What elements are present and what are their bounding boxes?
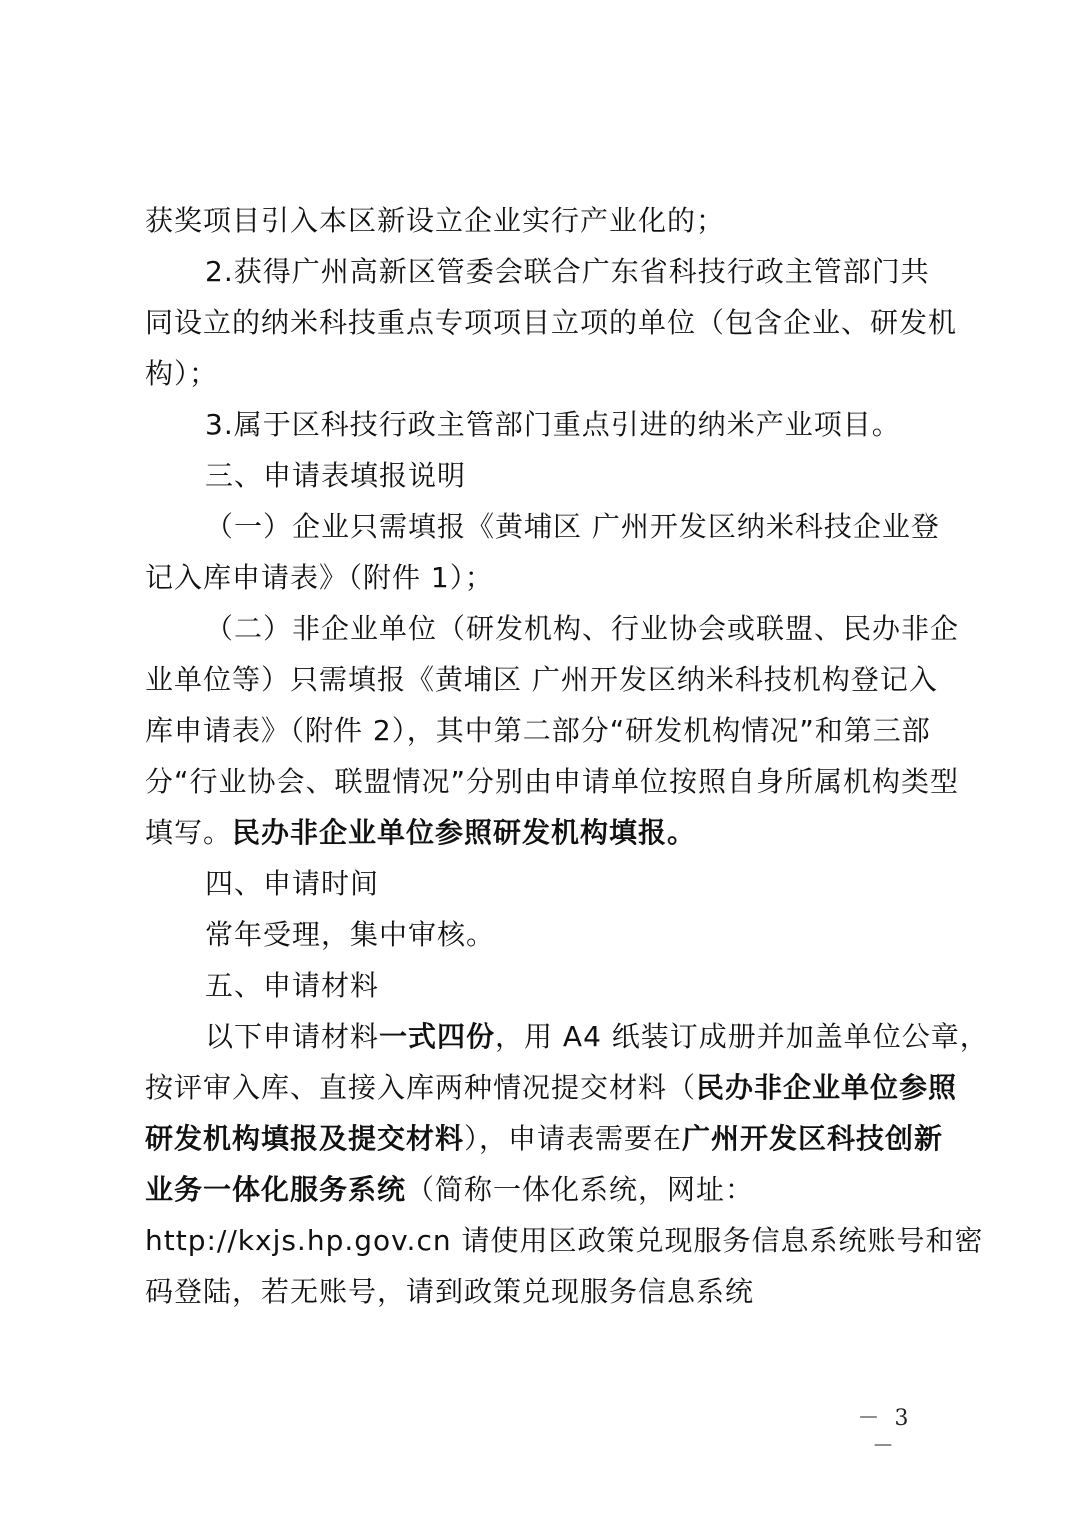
text-segment: （二）非企业单位（研发机构、行业协会或联盟、民办非企 [205,612,960,645]
text-segment: 构）； [145,357,219,390]
paragraph-line [145,561,945,595]
paragraph-line [145,1122,945,1156]
text-segment: 码登陆，若无账号，请到政策兑现服务信息系统 [145,1275,755,1308]
text-segment: 3.属于区科技行政主管部门重点引进的纳米产业项目。 [205,408,901,441]
section-heading [205,459,945,493]
paragraph-line [145,816,945,850]
paragraph-line [145,1071,958,1105]
paragraph-line [205,918,945,952]
text-segment: 2.获得广州高新区管委会联合广东省科技行政主管部门共 [205,255,930,288]
paragraph-line [145,765,960,799]
bold-text-segment: 业务一体化服务系统 [145,1173,407,1206]
text-segment: ，用 A4 纸装订成册并加盖单位公章， [495,1020,989,1053]
paragraph-line [145,1275,945,1309]
text-segment: 获奖项目引入本区新设立企业实行产业化的； [145,204,726,237]
paragraph-line [145,663,945,697]
text-segment: 同设立的纳米科技重点专项项目立项的单位（包含企业、研发机 [145,306,958,339]
bold-text-segment: 研发机构填报及提交材料 [145,1122,465,1155]
text-segment: 以下申请材料 [205,1020,380,1053]
bold-text-segment: 广州开发区科技创新 [682,1122,944,1155]
text-segment: 常年受理，集中审核。 [205,918,496,951]
text-segment: 按评审入库、直接入库两种情况提交材料（ [145,1071,697,1104]
bold-text-segment: 民办非企业单位参照研发机构填报。 [232,816,697,849]
text-segment: 四、申请时间 [205,867,380,900]
page-number: － 3 － [857,1406,913,1459]
text-segment: 记入库申请表》（附件 1）； [145,561,494,594]
paragraph-line [145,306,958,340]
text-segment: （简称一体化系统，网址： [406,1173,755,1206]
paragraph-line [145,204,945,238]
paragraph-line [145,714,945,748]
section-heading [205,969,945,1003]
text-segment: 五、申请材料 [205,969,380,1002]
paragraph-line [145,1224,984,1258]
text-segment: 分“行业协会、联盟情况”分别由申请单位按照自身所属机构类型 [145,765,960,798]
text-segment: ），申请表需要在 [464,1122,683,1155]
section-heading [205,867,945,901]
bold-text-segment: 民办非企业单位参照 [696,1071,958,1104]
text-segment: 业单位等）只需填报《黄埔区 广州开发区纳米科技机构登记入 [145,663,938,696]
paragraph-line [205,1020,989,1054]
paragraph-line [145,357,945,391]
bold-text-segment: 一式四份 [379,1020,496,1053]
paragraph-line [205,255,945,289]
text-segment: 三、申请表填报说明 [205,459,467,492]
text-segment: （一）企业只需填报《黄埔区 广州开发区纳米科技企业登 [205,510,940,543]
paragraph-line [145,1173,945,1207]
paragraph-line [205,612,960,646]
paragraph-line [205,510,945,544]
text-segment: 填写。 [145,816,233,849]
text-segment: 库申请表》（附件 2），其中第二部分“研发机构情况”和第三部 [145,714,931,747]
paragraph-line [205,408,945,442]
url-text: http://kxjs.hp.gov.cn 请使用区政策兑现服务信息系统账号和密 [145,1224,984,1257]
